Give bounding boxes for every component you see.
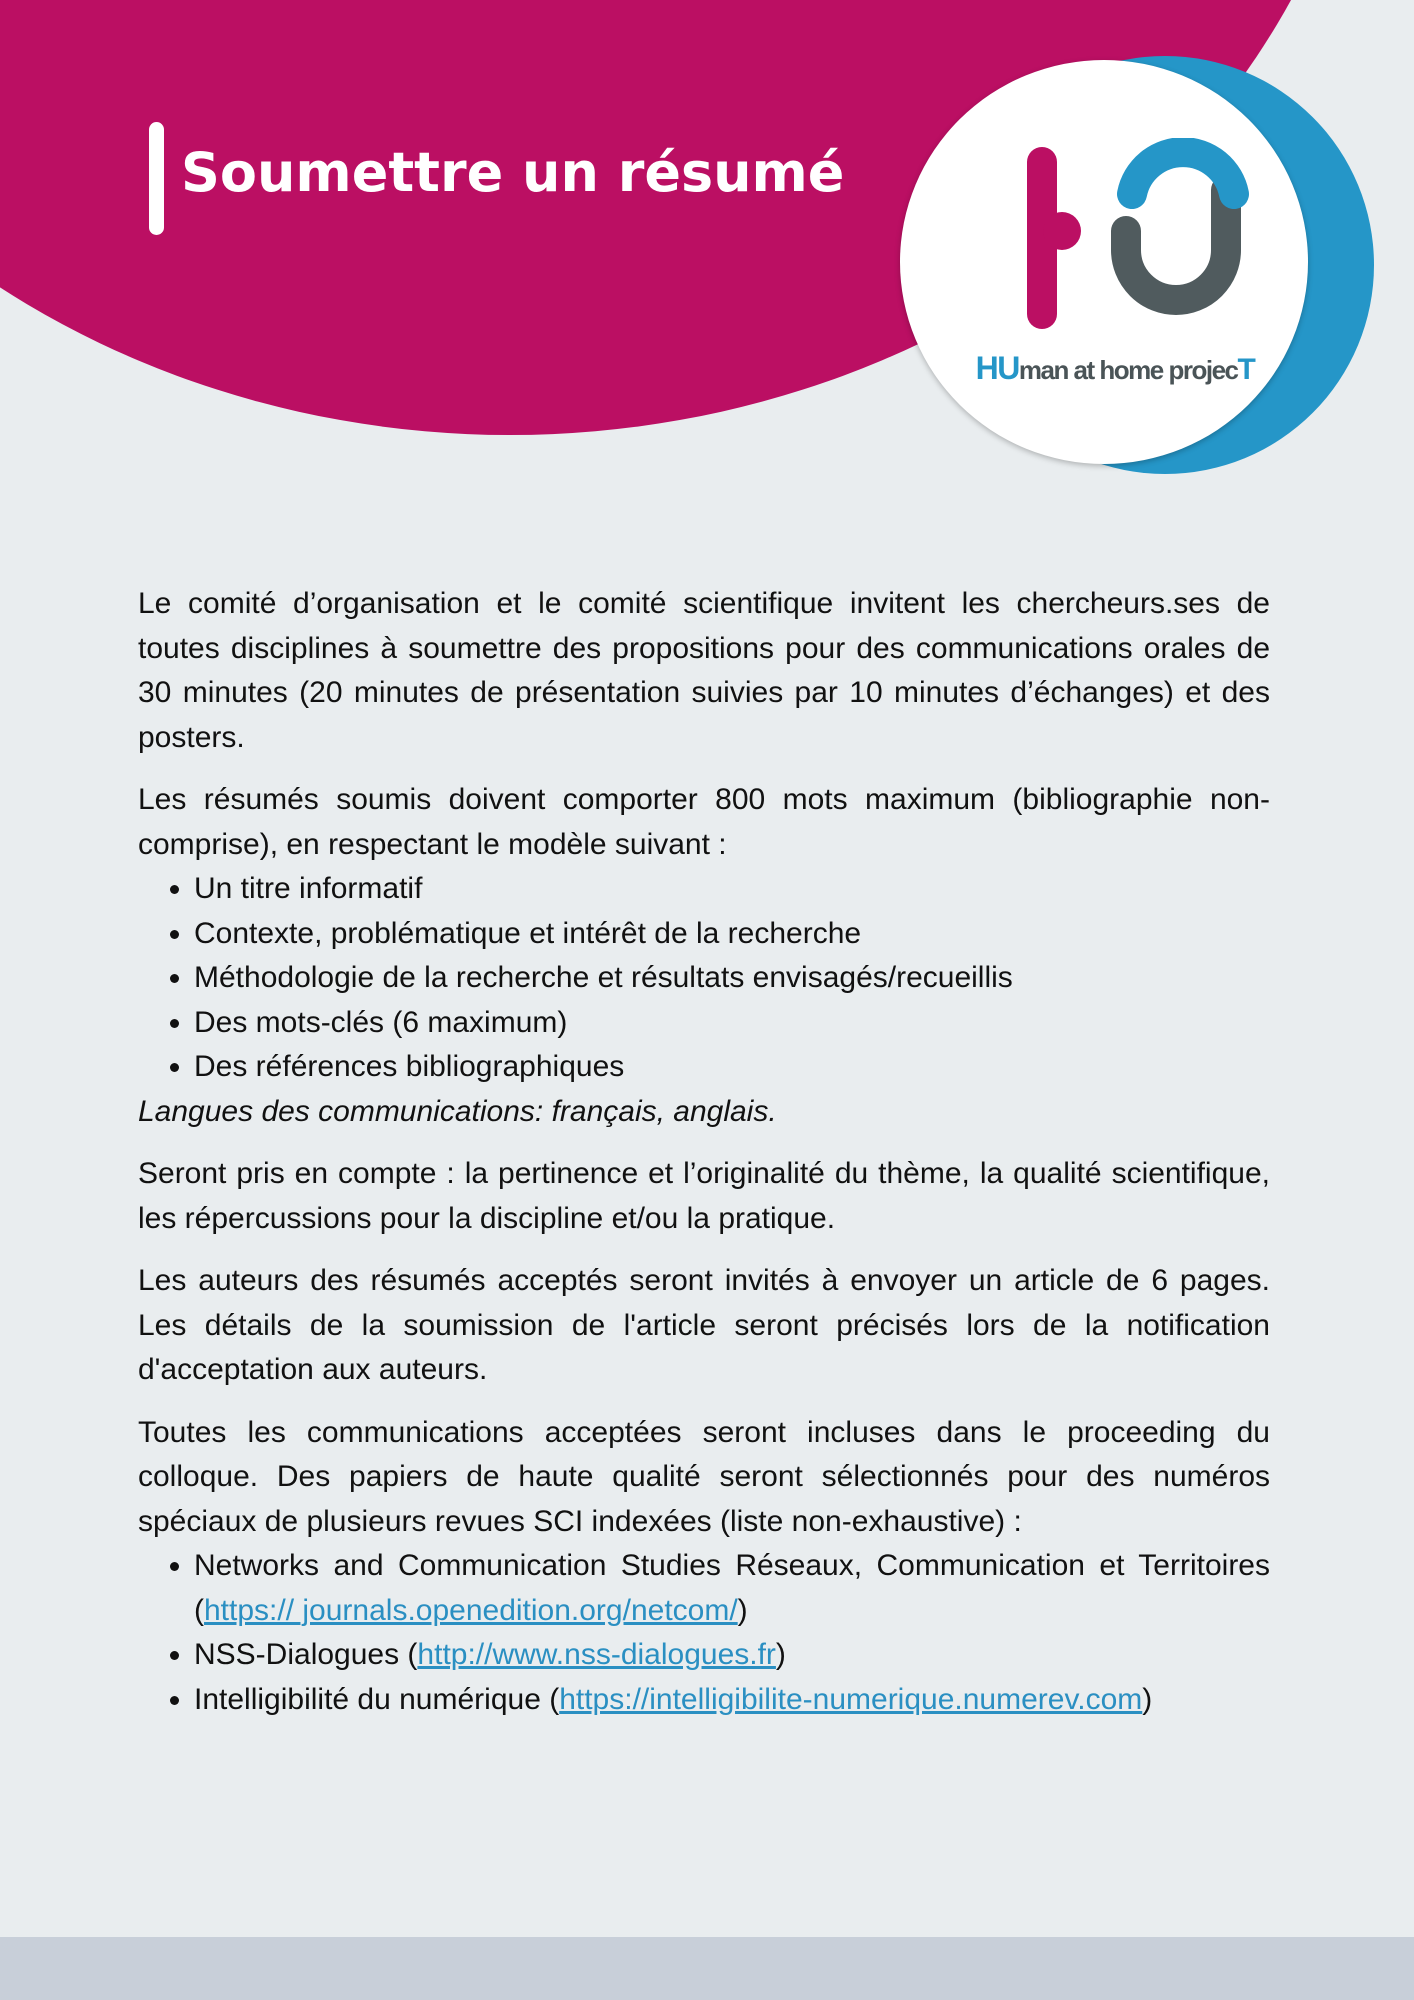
journal-link-numerev[interactable]: https://intelligibilite-numerique.numerev.com bbox=[559, 1682, 1143, 1716]
journal-link-netcom[interactable]: https:// journals.openedition.org/netcom/ bbox=[204, 1593, 738, 1627]
logo-middle: man at home projec bbox=[1018, 355, 1238, 385]
main-content bbox=[138, 582, 1270, 1722]
journal-item bbox=[194, 1633, 1270, 1678]
journal-name: Networks and Communication Studies Réseaux, Communication et Territoires ( bbox=[194, 1549, 1270, 1627]
page-title: Soumettre un résumé bbox=[181, 141, 845, 204]
footer-band bbox=[0, 1937, 1414, 2000]
list-item: • Des mots-clés (6 maximum) bbox=[194, 1001, 1270, 1046]
journal-name: Intelligibilité du numérique ( bbox=[194, 1682, 560, 1716]
list-item: • Méthodologie de la recherche et résultats envisagés/recueillis bbox=[194, 956, 1270, 1001]
paragraph-criteria: Seront pris en compte : la pertinence et l’originalité du thème, la qualité scientifique, les répercussions pour la discipline et/ou la pratique. bbox=[138, 1157, 1270, 1235]
paragraph-intro: Le comité d’organisation et le comité scientifique invitent les chercheurs.ses de toutes disciplines à soumettre des propositions pour des communications orales de 30 minutes (20 minutes de présentation suivies par 10 minutes d’échanges) et des posters. bbox=[138, 587, 1270, 754]
journal-link-nss[interactable]: http://www.nss-dialogues.fr bbox=[417, 1638, 776, 1671]
logo-hu: HU bbox=[975, 350, 1019, 386]
journal-close: ) bbox=[1142, 1682, 1153, 1716]
languages-note: Langues des communications: français, anglais. bbox=[138, 1094, 777, 1128]
paragraph-abstract-rules: Les résumés soumis doivent comporter 800 mots maximum (bibliographie non-comprise), en respectant le modèle suivant : bbox=[138, 783, 1270, 861]
journals-list bbox=[138, 1544, 1270, 1722]
logo bbox=[898, 56, 1374, 474]
journal-item bbox=[194, 1678, 1270, 1723]
paragraph-proceedings: Toutes les communications acceptées seront incluses dans le proceeding du colloque. Des papiers de haute qualité seront sélectionnés pour des numéros spéciaux de plusieurs revues SCI indexées (liste non-exhaustive) : bbox=[138, 1415, 1270, 1538]
logo-wordmark bbox=[970, 350, 1260, 387]
list-item: • Des références bibliographiques bbox=[194, 1045, 1270, 1090]
journal-item bbox=[194, 1544, 1270, 1633]
hu-logo-mark-icon bbox=[960, 138, 1260, 338]
list-item: • Un titre informatif bbox=[194, 867, 1270, 912]
paragraph-authors: Les auteurs des résumés acceptés seront invités à envoyer un article de 6 pages. Les détails de la soumission de l'article seront précisés lors de la notification d'acceptation aux auteurs. bbox=[138, 1264, 1270, 1386]
logo-t: T bbox=[1237, 353, 1255, 386]
list-item: • Contexte, problématique et intérêt de la recherche bbox=[194, 912, 1270, 957]
logo-white-circle bbox=[900, 60, 1308, 464]
title-accent-bar bbox=[149, 122, 164, 235]
journal-close: ) bbox=[775, 1638, 786, 1671]
requirements-list bbox=[138, 867, 1270, 1090]
journal-name: NSS-Dialogues ( bbox=[194, 1638, 418, 1671]
journal-close: ) bbox=[737, 1593, 748, 1627]
